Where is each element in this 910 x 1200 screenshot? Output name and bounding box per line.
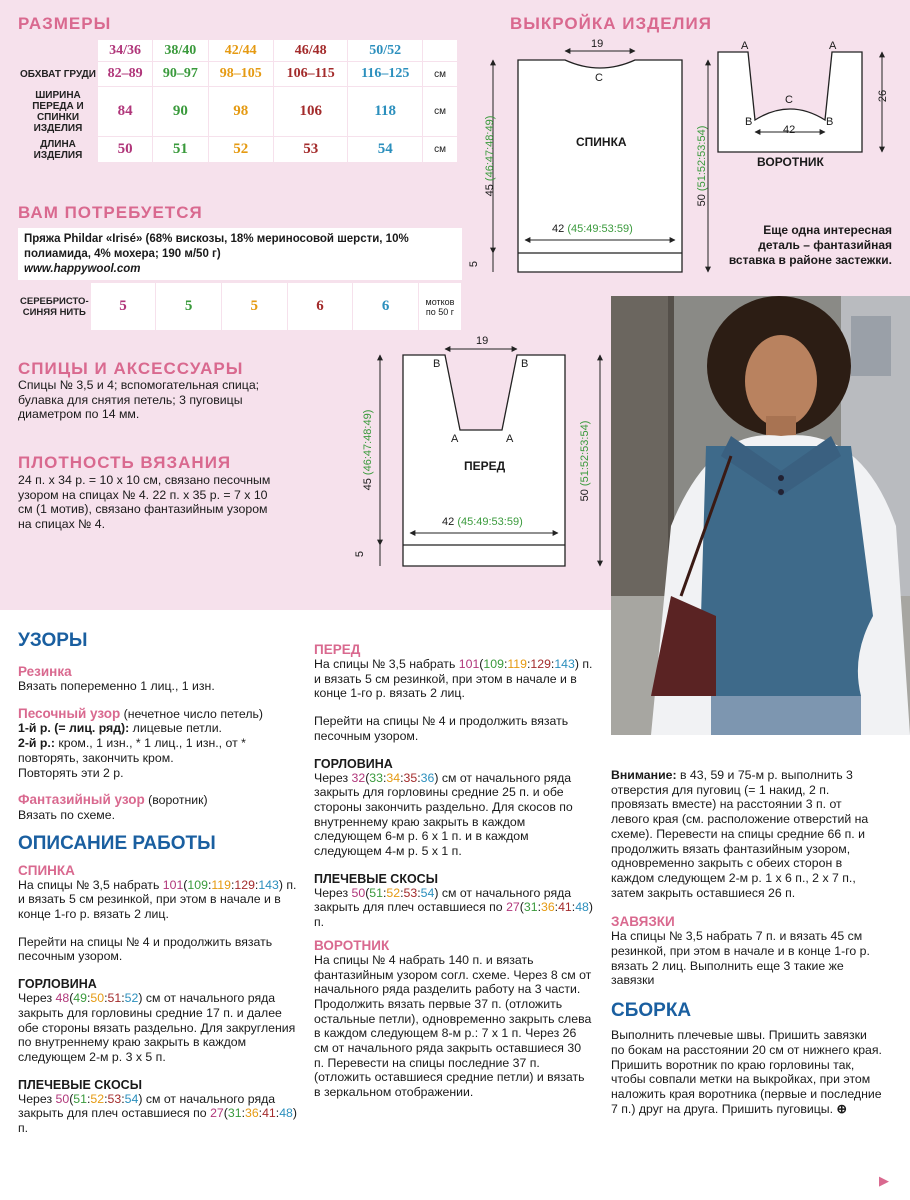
qty: 6	[287, 283, 353, 331]
photo-illustration	[611, 296, 910, 735]
cell: 106–115	[273, 62, 348, 87]
collar-height: 26	[877, 89, 890, 103]
fancy-pattern: Фантазийный узор (воротник)	[18, 792, 208, 808]
back-total-height: 50 (51:52:53:54)	[696, 125, 708, 207]
unit: см	[423, 137, 458, 163]
needles-title: СПИЦЫ И АКСЕССУАРЫ	[18, 359, 244, 378]
front-rib-height: 5	[354, 550, 367, 558]
collar-width: 42	[783, 124, 796, 136]
shoulder-heading: ПЛЕЧЕВЫЕ СКОСЫ	[314, 871, 438, 886]
cell: 90	[153, 87, 208, 137]
front-width-top: 19	[476, 335, 489, 347]
front-mark-b: B	[433, 358, 441, 370]
shoulder-text: Через 50(51:52:53:54) см от начального ряда закрыть для плеч оставшиеся по 27(31:36:41:48) п.	[18, 1091, 297, 1136]
shoulder-heading: ПЛЕЧЕВЫЕ СКОСЫ	[18, 1077, 142, 1092]
shoulder-text: Через 50(51:52:53:54) см от начального ряда закрыть для плеч оставшиеся по 27(31:36:41:48) п.	[314, 885, 593, 930]
back-width: 42 (45:49:53:59)	[552, 223, 633, 235]
ties-text: На спицы № 3,5 набрать 7 п. и вязать 45 см резинкой, при этом в начале и в конце 1-го р. вязать 2 лиц. Выполнить еще 3 такие же завязки	[611, 929, 870, 988]
qty-unit: мотков по 50 г	[419, 283, 462, 331]
qty: 5	[90, 283, 156, 331]
gauge-text: 24 п. х 34 р. = 10 х 10 см, связано песочным узором на спицах № 4. 22 п. х 35 р. = 7 х 10 см (1 мотив), связано фантазийным узором на спицах № 4.	[18, 473, 271, 532]
front-text: На спицы № 3,5 набрать 101(109:119:129:143) п. и вязать 5 см резинкой, при этом в начале и в конце 1-го р. вязать 2 лиц.	[314, 657, 593, 701]
back-width-top: 19	[591, 38, 604, 50]
attention-text: Внимание: в 43, 59 и 75-м р. выполнить 3 отверстия для пуговиц (= 1 накид, 2 п. провязать вместе) на расстоянии 3 п. от левого края (см. расположение отверстий на схеме). Перевести на спицы средние 66 п. и продолжить вязать фантазийным узором, одновременно закрыть с обеих сторон в каждом следующем 2-м р. 1 х 6 п., 2 х 7 п., затем закрыть оставшиеся 26 п.	[611, 768, 869, 900]
assembly-heading: СБОРКА	[611, 1000, 692, 1022]
unit: см	[423, 62, 458, 87]
cell: 106	[273, 87, 348, 137]
neck-text: Через 32(33:34:35:36) см от начального ряда закрыть для горловины средние 25 п. и обе стороны закончить раздельно. Для скосов по внутреннему краю закрыть в каждом следующем 6-м р. 6 х 1 п. и в каждом следующем 4-м р. 5 х 1 п.	[314, 770, 573, 859]
front-mark-a: A	[451, 433, 459, 445]
front-text-2: Перейти на спицы № 4 и продолжить вязать песочным узором.	[314, 714, 569, 743]
collar-mark-b: B	[745, 116, 753, 128]
size-header: 46/48	[273, 40, 348, 62]
size-header: 38/40	[153, 40, 208, 62]
yarn-text: Пряжа Phildar «Irisé» (68% вискозы, 18% мериносовой шерсти, 10% полиамида, 4% мохера; 190 м/50 г)	[24, 233, 409, 260]
repeat: Повторять эти 2 р.	[18, 765, 124, 780]
cell: 98	[208, 87, 273, 137]
cell: 53	[273, 137, 348, 163]
back-heading: СПИНКА	[18, 862, 75, 878]
cell: 116–125	[348, 62, 423, 87]
back-rib-height: 5	[468, 260, 481, 268]
unit: см	[423, 87, 458, 137]
cell: 51	[153, 137, 208, 163]
back-text-2: Перейти на спицы № 4 и продолжить вязать песочным узором.	[18, 934, 273, 964]
color-label: СЕРЕБРИСТО-СИНЯЯ НИТЬ	[19, 283, 91, 331]
row-label: ОБХВАТ ГРУДИ	[19, 62, 98, 87]
needles-text: Спицы № 3,5 и 4; вспомогательная спица; булавка для снятия петель; 3 пуговицы диаметром по 14 мм.	[18, 378, 260, 422]
sand-pattern: Песочный узор (нечетное число петель)	[18, 705, 264, 721]
neck-heading: ГОРЛОВИНА	[18, 977, 97, 992]
cell: 54	[348, 137, 423, 163]
patterns-heading: УЗОРЫ	[18, 630, 88, 651]
work-heading: ОПИСАНИЕ РАБОТЫ	[18, 832, 216, 854]
collar-mark-a: A	[741, 40, 749, 52]
rib-heading: Резинка	[18, 664, 72, 679]
qty: 6	[353, 283, 419, 331]
qty: 5	[221, 283, 287, 331]
yarn-url: www.happywool.com	[24, 263, 141, 275]
ties-heading: ЗАВЯЗКИ	[611, 914, 675, 930]
collar-heading: ВОРОТНИК	[314, 937, 390, 953]
model-photo	[611, 296, 910, 735]
column-2	[314, 642, 594, 1100]
collar-mark-c: C	[785, 94, 793, 106]
back-label: СПИНКА	[576, 135, 627, 149]
pattern-title: ВЫКРОЙКА ИЗДЕЛИЯ	[510, 14, 712, 33]
cell: 90–97	[153, 62, 208, 87]
back-mark-c: C	[595, 72, 603, 84]
row1: 1-й р. (= лиц. ряд): лицевые петли.	[18, 721, 222, 736]
size-header: 34/36	[98, 40, 153, 62]
collar-text: На спицы № 4 набрать 140 п. и вязать фантазийным узором согл. схеме. Через 8 см от начального ряда разделить работу на 3 части. Продолжить вязать первые 37 п. (отложить остальные петли), одновременно закрыть слева в каждом следующем 8-м р.: 7 х 1 п. Через 26 см от начального ряда закрыть оставшиеся 30 п. Перевести на спицы последние 37 п. (отложить оставшиеся средние петли) и вязать в зеркальном отображении.	[314, 952, 592, 1100]
row-label: ДЛИНА ИЗДЕЛИЯ	[19, 137, 98, 163]
back-height: 45 (46:47:48:49)	[484, 115, 496, 197]
cell: 98–105	[208, 62, 273, 87]
cell: 52	[208, 137, 273, 163]
qty: 5	[156, 283, 222, 331]
collar-mark-b: B	[826, 116, 834, 128]
collar-label: ВОРОТНИК	[757, 155, 824, 169]
front-heading: ПЕРЕД	[314, 642, 361, 657]
front-total-height: 50 (51:52:53:54)	[579, 420, 591, 502]
back-text: На спицы № 3,5 набрать 101(109:119:129:143) п. и вязать 5 см резинкой, при этом в начале и в конце 1-го р. вязать 2 лиц.	[18, 877, 297, 922]
cell: 50	[98, 137, 153, 163]
need-title: ВАМ ПОТРЕБУЕТСЯ	[18, 203, 203, 222]
front-mark-a: A	[506, 433, 514, 445]
row-label: ШИРИНА ПЕРЕДА И СПИНКИ ИЗДЕЛИЯ	[19, 87, 98, 137]
column-3	[611, 768, 883, 1116]
front-mark-b: B	[521, 358, 529, 370]
sizes-title: РАЗМЕРЫ	[18, 14, 112, 33]
neck-heading: ГОРЛОВИНА	[314, 756, 393, 771]
front-label: ПЕРЕД	[464, 459, 506, 473]
front-width: 42 (45:49:53:59)	[442, 516, 523, 528]
front-height: 45 (46:47:48:49)	[362, 409, 374, 491]
collar-mark-a: A	[829, 40, 837, 52]
cell: 84	[98, 87, 153, 137]
next-page-arrow[interactable]: ▶	[879, 1173, 889, 1188]
neck-text: Через 48(49:50:51:52) см от начального ряда закрыть для горловины средние 17 п. и далее обе стороны вязать раздельно. Для закругления по внутреннему краю закрыть в каждом следующем 2-м р. 3 х 5 п.	[18, 991, 296, 1064]
rib-text: Вязать попеременно 1 лиц., 1 изн.	[18, 679, 215, 693]
size-header: 42/44	[208, 40, 273, 62]
cell: 82–89	[98, 62, 153, 87]
assembly-text: Выполнить плечевые швы. Пришить завязки по бокам на расстоянии 20 см от нижнего края. Пришить воротник по краю горловины так, чтобы совпали метки на выкройках, при этом наложить края воротника (первые и последние 7 п.) друг на друга. Пришить пуговицы. ⊕	[611, 1028, 882, 1116]
fancy-text: Вязать по схеме.	[18, 807, 116, 822]
column-1	[18, 630, 298, 1136]
cell: 118	[348, 87, 423, 137]
photo-caption: Еще одна интересная деталь – фантазийная вставка в районе застежки.	[728, 223, 892, 267]
row2: 2-й р.: кром., 1 изн., * 1 лиц., 1 изн., от * повторять, закончить кром.	[18, 736, 246, 765]
gauge-title: ПЛОТНОСТЬ ВЯЗАНИЯ	[18, 453, 232, 472]
size-header: 50/52	[348, 40, 423, 62]
